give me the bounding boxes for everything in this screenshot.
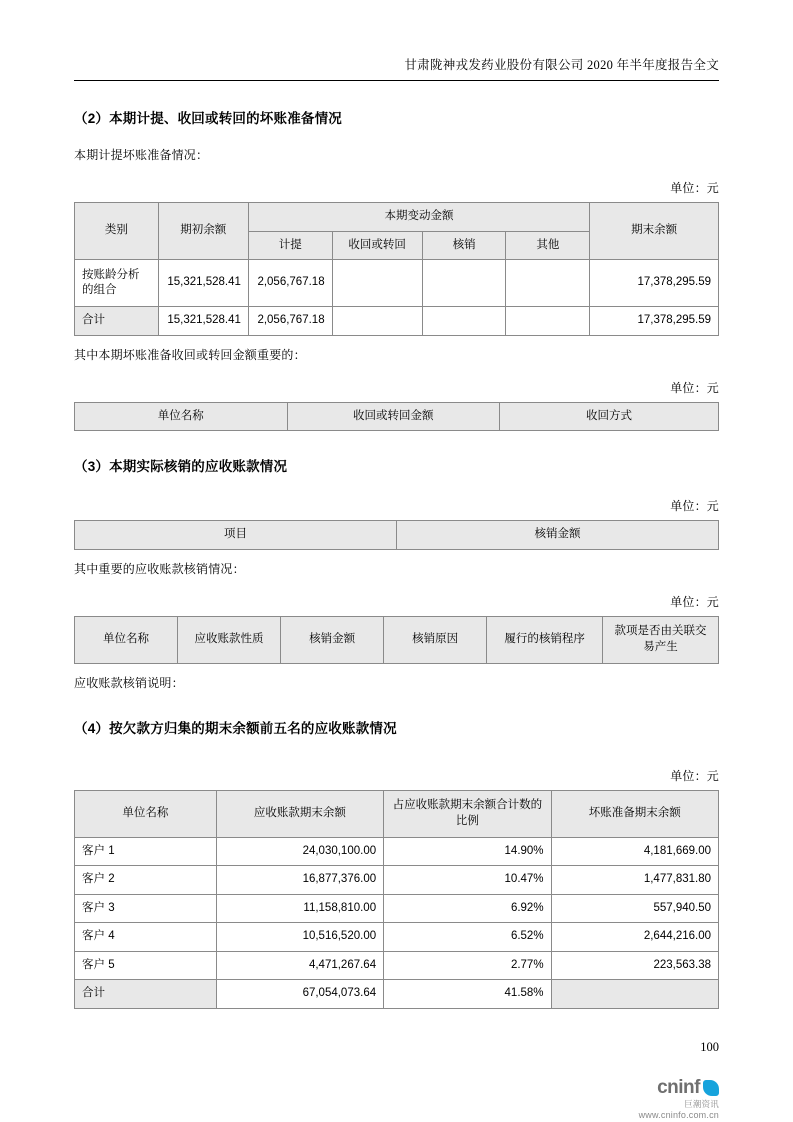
table-top5-header-row xyxy=(75,790,719,837)
cell-ratio: 14.90% xyxy=(384,837,551,866)
cell-accrual: 2,056,767.18 xyxy=(248,307,332,336)
cell-bad-debt: 557,940.50 xyxy=(551,894,718,923)
table-row xyxy=(75,951,719,980)
th-change-group: 本期变动金额 xyxy=(248,203,589,232)
th-method: 收回方式 xyxy=(500,402,719,431)
th-begin-balance: 期初余额 xyxy=(158,203,248,260)
cell-ratio: 6.92% xyxy=(384,894,551,923)
cell-end-balance: 16,877,376.00 xyxy=(216,866,383,895)
cell-unit-name: 客户 2 xyxy=(75,866,217,895)
cninfo-url: www.cninfo.com.cn xyxy=(638,1110,719,1121)
cell-writeoff xyxy=(422,307,506,336)
th-bad-debt: 坏账准备期末余额 xyxy=(551,790,718,837)
th-amount: 核销金额 xyxy=(281,616,384,663)
unit-label-provision: 单位：元 xyxy=(670,181,719,195)
table-row xyxy=(75,307,719,336)
section-heading-3: （3）本期实际核销的应收账款情况 xyxy=(74,459,288,475)
table-row xyxy=(75,980,719,1009)
cell-bad-debt xyxy=(551,980,718,1009)
cell-end-balance: 17,378,295.59 xyxy=(590,307,719,336)
cell-recovery xyxy=(332,307,422,336)
cell-category: 合计 xyxy=(75,307,159,336)
th-other: 其他 xyxy=(506,231,590,260)
table-writeoff-detail-header-row xyxy=(75,616,719,663)
header-divider xyxy=(74,80,719,81)
section-3-note: 其中重要的应收账款核销情况： xyxy=(74,561,245,576)
table-top5 xyxy=(74,790,719,1009)
th-procedure: 履行的核销程序 xyxy=(487,616,603,663)
cell-bad-debt: 4,181,669.00 xyxy=(551,837,718,866)
cell-unit-name: 合计 xyxy=(75,980,217,1009)
table-row xyxy=(75,894,719,923)
cell-begin-balance: 15,321,528.41 xyxy=(158,260,248,307)
cell-end-balance: 17,378,295.59 xyxy=(590,260,719,307)
table-row xyxy=(75,923,719,952)
cell-bad-debt: 2,644,216.00 xyxy=(551,923,718,952)
th-category: 类别 xyxy=(75,203,159,260)
th-amount: 核销金额 xyxy=(397,521,719,550)
th-accrual: 计提 xyxy=(248,231,332,260)
unit-label-writeoff-detail: 单位：元 xyxy=(670,594,719,609)
th-item: 项目 xyxy=(75,521,397,550)
cell-other xyxy=(506,307,590,336)
unit-label-top5: 单位：元 xyxy=(670,768,719,783)
cell-writeoff xyxy=(422,260,506,307)
cell-ratio: 6.52% xyxy=(384,923,551,952)
cell-ratio: 2.77% xyxy=(384,951,551,980)
cell-end-balance: 4,471,267.64 xyxy=(216,951,383,980)
cninfo-mark-icon xyxy=(703,1080,719,1096)
th-unit-name: 单位名称 xyxy=(75,402,288,431)
cell-begin-balance: 15,321,528.41 xyxy=(158,307,248,336)
th-unit-name: 单位名称 xyxy=(75,790,217,837)
table-row xyxy=(75,866,719,895)
cell-bad-debt: 1,477,831.80 xyxy=(551,866,718,895)
cell-unit-name: 客户 3 xyxy=(75,894,217,923)
table-row xyxy=(75,837,719,866)
section-3-desc: 应收账款核销说明： xyxy=(74,675,184,690)
page-number: 100 xyxy=(700,1040,719,1054)
unit-label-recovery: 单位：元 xyxy=(670,380,719,395)
cell-recovery xyxy=(332,260,422,307)
cninfo-subtitle: 巨潮资讯 xyxy=(684,1098,719,1109)
th-related: 款项是否由关联交易产生 xyxy=(603,616,719,663)
table-provision xyxy=(74,202,719,336)
table-provision-header-row-1 xyxy=(75,203,719,232)
cell-unit-name: 客户 4 xyxy=(75,923,217,952)
cell-accrual: 2,056,767.18 xyxy=(248,260,332,307)
section-heading-4: （4）按欠款方归集的期末余额前五名的应收账款情况 xyxy=(74,720,397,736)
th-end-balance: 期末余额 xyxy=(590,203,719,260)
th-amount: 收回或转回金额 xyxy=(287,402,500,431)
cell-ratio: 41.58% xyxy=(384,980,551,1009)
section-2-intro: 本期计提坏账准备情况： xyxy=(74,148,209,162)
footer-logo-block xyxy=(639,1078,719,1121)
th-writeoff: 核销 xyxy=(422,231,506,260)
table-recovery-header-row xyxy=(75,402,719,431)
cell-other xyxy=(506,260,590,307)
cell-end-balance: 10,516,520.00 xyxy=(216,923,383,952)
table-writeoff xyxy=(74,520,719,550)
table-recovery xyxy=(74,402,719,432)
cell-end-balance: 67,054,073.64 xyxy=(216,980,383,1009)
section-2-note: 其中本期坏账准备收回或转回金额重要的： xyxy=(74,347,306,362)
cninfo-logo xyxy=(639,1078,719,1099)
th-recovery: 收回或转回 xyxy=(332,231,422,260)
table-writeoff-detail xyxy=(74,616,719,664)
cell-unit-name: 客户 5 xyxy=(75,951,217,980)
th-unit-name: 单位名称 xyxy=(75,616,178,663)
table-writeoff-header-row xyxy=(75,521,719,550)
unit-label-writeoff: 单位：元 xyxy=(670,499,719,514)
th-reason: 核销原因 xyxy=(384,616,487,663)
th-ratio: 占应收账款期末余额合计数的比例 xyxy=(384,790,551,837)
cell-end-balance: 24,030,100.00 xyxy=(216,837,383,866)
page-header: 甘肃陇神戎发药业股份有限公司 2020 年半年度报告全文 xyxy=(404,58,719,72)
section-heading-2: （2）本期计提、收回或转回的坏账准备情况 xyxy=(74,111,343,126)
th-nature: 应收账款性质 xyxy=(178,616,281,663)
cell-end-balance: 11,158,810.00 xyxy=(216,894,383,923)
table-row xyxy=(75,260,719,307)
cell-bad-debt: 223,563.38 xyxy=(551,951,718,980)
cell-ratio: 10.47% xyxy=(384,866,551,895)
cell-unit-name: 客户 1 xyxy=(75,837,217,866)
cell-category: 按账龄分析的组合 xyxy=(75,260,159,307)
th-end-balance: 应收账款期末余额 xyxy=(216,790,383,837)
cninfo-wordmark: cninf xyxy=(657,1077,700,1098)
